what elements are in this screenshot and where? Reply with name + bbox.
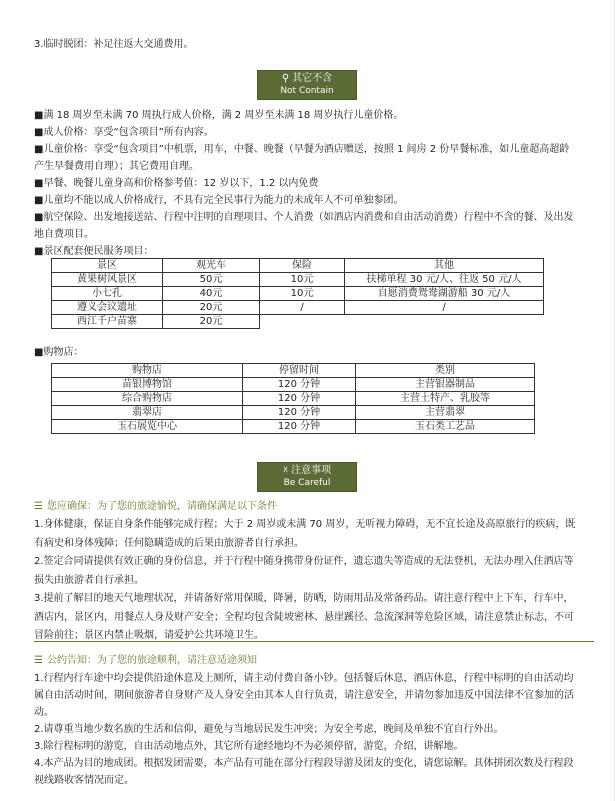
notice-section-title <box>34 654 257 668</box>
list-item: 地自费项目。 <box>34 229 94 240</box>
table-cell: 黄果树风景区 <box>52 273 163 287</box>
shops-table <box>51 363 535 434</box>
list-item: ■儿童均不能以成人价格成行，不具有完全民事行为能力的未成年人不可单独参团。 <box>34 195 404 206</box>
temporary-leave-note: 3.临时脱团：补足往返大交通费用。 <box>34 39 194 50</box>
table-cell: 翡翠店 <box>52 406 243 420</box>
notice-paragraphs <box>34 670 594 789</box>
paragraph-line: 酒店内，景区内，用餐点人身及财产安全；全程均包含陡坡密林、悬崖蹊径、急流深洞等危险区域，请注意禁止标志，不可 <box>34 611 574 623</box>
not-contain-banner <box>257 70 357 100</box>
table-row <box>52 420 535 434</box>
table-cell <box>345 315 544 329</box>
table-cell: 120 分钟 <box>243 406 356 420</box>
list-item: ■早餐、晚餐儿童身高和价格参考值：12 岁以下，1.2 以内免费 <box>34 178 319 189</box>
bell-icon: ☓ <box>282 465 289 476</box>
list-item: 产生早餐费用自理）；其它费用自理。 <box>34 161 199 172</box>
column-header: 其他 <box>345 259 544 273</box>
table-cell: 综合购物店 <box>52 392 243 406</box>
paragraph-line: 动。 <box>34 707 54 718</box>
list-item: ■成人价格：享受“包含项目”所有内容。 <box>34 127 214 138</box>
not-contain-title: 其它不含 <box>292 73 333 84</box>
paragraph-line: 损失由旅游者自行承担。 <box>34 574 144 586</box>
column-header: 景区 <box>52 259 163 273</box>
table-cell: 20元 <box>163 315 260 329</box>
table-row <box>52 378 535 392</box>
column-header: 观光车 <box>163 259 260 273</box>
table-cell: 120 分钟 <box>243 392 356 406</box>
table-cell: / <box>345 301 544 315</box>
paragraph-line: 视线路收客情况而定。 <box>34 775 134 786</box>
table-cell: 120 分钟 <box>243 378 356 392</box>
table-cell: 40元 <box>163 287 260 301</box>
menu-icon: ☰ <box>34 501 43 512</box>
paragraph-line: 4.本产品为目的地成团。根据发团需要，本产品有可能在部分行程段导游及团友的变化，请您谅解。具体拼团次数及行程段 <box>34 758 574 769</box>
menu-icon: ☰ <box>34 655 43 666</box>
column-header: 购物店 <box>52 364 243 378</box>
not-contain-subtitle: Not Contain <box>280 86 334 96</box>
table-row <box>52 273 544 287</box>
list-item: ■景区配套便民服务项目： <box>34 246 154 257</box>
column-header: 保险 <box>260 259 345 273</box>
table-cell: 主营翡翠 <box>356 406 535 420</box>
table-cell: 50元 <box>163 273 260 287</box>
confirm-section-title <box>34 500 277 514</box>
paragraph-line: 3.除行程标明的游览，自由活动地点外，其它所有途经地均不为必须停留，游览，介绍，讲解地。 <box>34 741 464 752</box>
paragraph-line: 冒险前往；景区内禁止吸烟，请爱护公共环境卫生。 <box>34 630 264 641</box>
section-divider <box>34 641 594 642</box>
notice-title-text: 公约告知：为了您的旅途顺利，请注意适途须知 <box>46 655 257 666</box>
not-contain-list <box>34 107 594 260</box>
be-careful-title: 注意事项 <box>291 465 332 476</box>
confirm-paragraphs <box>34 516 594 646</box>
list-item: ■满 18 周岁至未满 70 周执行成人价格，满 2 周岁至未满 18 周岁执行儿童价格。 <box>34 110 404 121</box>
table-cell: 10元 <box>260 273 345 287</box>
table-cell: 主营银器制品 <box>356 378 535 392</box>
paragraph-line: 2.请尊重当地少数名族的生活和信仰，避免与当地居民发生冲突；为安全考虑，晚间及单独不宜自行外出。 <box>34 724 504 735</box>
table-header-row <box>52 259 544 273</box>
table-cell: / <box>260 301 345 315</box>
paragraph-line: 1.身体健康，保证自身条件能够完成行程；大于 2 周岁或未满 70 周岁，无听视力障碍，无不宜长途及高原旅行的疾病，既 <box>34 519 576 530</box>
table-cell: 玉石类工艺品 <box>356 420 535 434</box>
table-cell <box>260 315 345 329</box>
table-cell: 玉石展览中心 <box>52 420 243 434</box>
list-item: ■航空保险、出发地接送站、行程中注明的自理项目、个人消费（如酒店内消费和自由活动消费）行程中不含的餐、及出发 <box>34 212 574 223</box>
scenic-services-table <box>51 258 544 329</box>
search-icon: ⚲ <box>281 73 290 84</box>
table-cell: 自愿消费鸳鸯湖游船 30 元/人 <box>345 287 544 301</box>
table-cell: 小七孔 <box>52 287 163 301</box>
table-row <box>52 315 544 329</box>
table-header-row <box>52 364 535 378</box>
table-cell: 扶梯单程 30 元/人、往返 50 元/人 <box>345 273 544 287</box>
table-cell: 主营土特产、乳胶等 <box>356 392 535 406</box>
table-row <box>52 406 535 420</box>
paragraph-line: 2.签定合同请提供有效正确的身份信息，并于行程中随身携带身份证件，遗忘遗失等造成的无法登机，无法办理入住酒店等 <box>34 556 574 567</box>
column-header: 停留时间 <box>243 364 356 378</box>
paragraph-line: 属自由活动时间，期间旅游者自身财产及人身安全由其本人自行负责，请注意安全，并请勿参加违反中国法律不宜参加的活 <box>34 690 574 701</box>
list-item: ■儿童价格：享受“包含项目”中机票，用车，中餐、晚餐（早餐为酒店赠送，按照 1 间房 2 份早餐标准，如儿童超高超龄 <box>34 144 570 155</box>
table-cell: 120 分钟 <box>243 420 356 434</box>
paragraph-line: 1.行程内行车途中均会提供沿途休息及上厕所，请主动付费自备小钞。包括餐后休息，酒店休息，行程中标明的自由活动均 <box>34 673 574 684</box>
table-cell: 遵义会议遗址 <box>52 301 163 315</box>
table-cell: 西江千户苗寨 <box>52 315 163 329</box>
be-careful-banner <box>257 462 357 492</box>
paragraph-line: 3.提前了解目的地天气地理状况，并请备好常用保暖，降暑，防晒，防雨用品及常备药品。请注意行程中上下车，行车中， <box>34 593 574 604</box>
paragraph-line: 有病史和身体残障；任何隐瞒造成的后果由旅游者自行承担。 <box>34 537 304 549</box>
table-cell: 10元 <box>260 287 345 301</box>
shop-label: ■购物店： <box>34 347 84 358</box>
table-row <box>52 301 544 315</box>
table-cell: 20元 <box>163 301 260 315</box>
be-careful-subtitle: Be Careful <box>283 478 331 488</box>
confirm-title-text: 您应确保：为了您的旅途愉悦，请确保满足以下条件 <box>46 501 277 512</box>
table-row <box>52 287 544 301</box>
table-cell: 苗银博物馆 <box>52 378 243 392</box>
column-header: 类别 <box>356 364 535 378</box>
table-row <box>52 392 535 406</box>
